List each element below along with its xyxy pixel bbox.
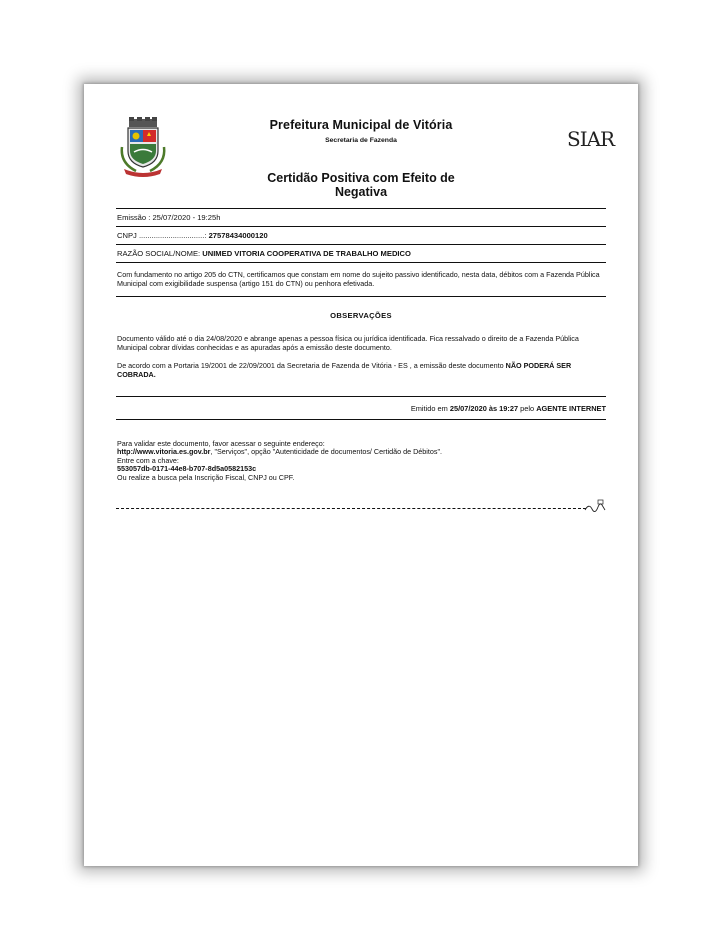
svg-text:SIAR: SIAR: [567, 127, 615, 151]
observacoes-block: [116, 297, 606, 396]
validacao-block: [116, 440, 606, 483]
validade-text: Documento válido até o dia 24/08/2020 e abrange apenas a pessoa física ou jurídica identificada. Fica ressalvado o direito de a Fazenda Pública Municipal cobrar dívidas conhecidas e as apuradas após a emissão deste documento.: [117, 334, 579, 352]
cnpj-label: CNPJ ...............................:: [117, 231, 209, 240]
document-content: [116, 117, 615, 513]
razao-label: RAZÃO SOCIAL/NOME:: [117, 249, 203, 258]
emitido-prefix: Emitido em: [410, 403, 450, 413]
chave-value: 553057db-0171-44e8-b707-8d5a0582153c: [117, 464, 257, 474]
validacao-url-line: [117, 448, 606, 457]
razao-row: [116, 245, 606, 263]
emitido-row: [116, 397, 606, 420]
prefeitura-title: Prefeitura Municipal de Vitória: [269, 118, 453, 132]
busca-text: Ou realize a busca pela Inscrição Fiscal, CNPJ ou CPF.: [117, 472, 295, 482]
cnpj-value: 27578434000120: [208, 231, 268, 240]
observacoes-title: OBSERVAÇÕES: [330, 311, 392, 321]
razao-value: UNIMED VITORIA COOPERATIVA DE TRABALHO MEDICO: [202, 249, 411, 258]
portaria-text: [117, 362, 605, 379]
cnpj-row: [116, 227, 606, 245]
dashed-divider: [116, 508, 586, 509]
validacao-instruction: Para validar este documento, favor acessar o seguinte endereço:: [117, 438, 325, 448]
validacao-url-rest: , "Serviços", opção "Autenticidade de documentos/ Certidão de Débitos".: [210, 447, 443, 457]
emitido-agent: AGENTE INTERNET: [536, 403, 606, 413]
validacao-url[interactable]: http://www.vitoria.es.gov.br: [117, 447, 211, 457]
document-title: Certidão Positiva com Efeito de Negativa: [267, 171, 455, 199]
siar-logo-icon: [566, 125, 615, 151]
emissao-text: Emissão : 25/07/2020 - 19:25h: [117, 213, 221, 222]
fundamento-block: [116, 263, 606, 297]
document-header: [116, 117, 615, 208]
signature-mark-icon: [584, 499, 606, 512]
portaria-text-bold: NÃO PODERÁ SER COBRADA.: [117, 361, 572, 379]
emissao-row: [116, 209, 606, 227]
document-page: [84, 84, 638, 866]
signature-line: [116, 499, 606, 513]
fundamento-text: Com fundamento no artigo 205 do CTN, certificamos que constam em nome do sujeito passivo identificado, nesta data, débitos com a Fazenda Pública Municipal com exigibilidade suspensa (artigo 151 do CTN) ou penhora efetivada.: [117, 270, 600, 288]
emitido-datetime: 25/07/2020 às 19:27: [449, 403, 519, 413]
chave-label: Entre com a chave:: [117, 455, 179, 465]
emitido-middle: pelo: [518, 403, 537, 413]
secretaria-subtitle: Secretaria de Fazenda: [325, 137, 397, 144]
portaria-text-body: De acordo com a Portaria 19/2001 de 22/09/2001 da Secretaria de Fazenda de Vitória - ES , a emissão deste documento: [117, 361, 506, 371]
